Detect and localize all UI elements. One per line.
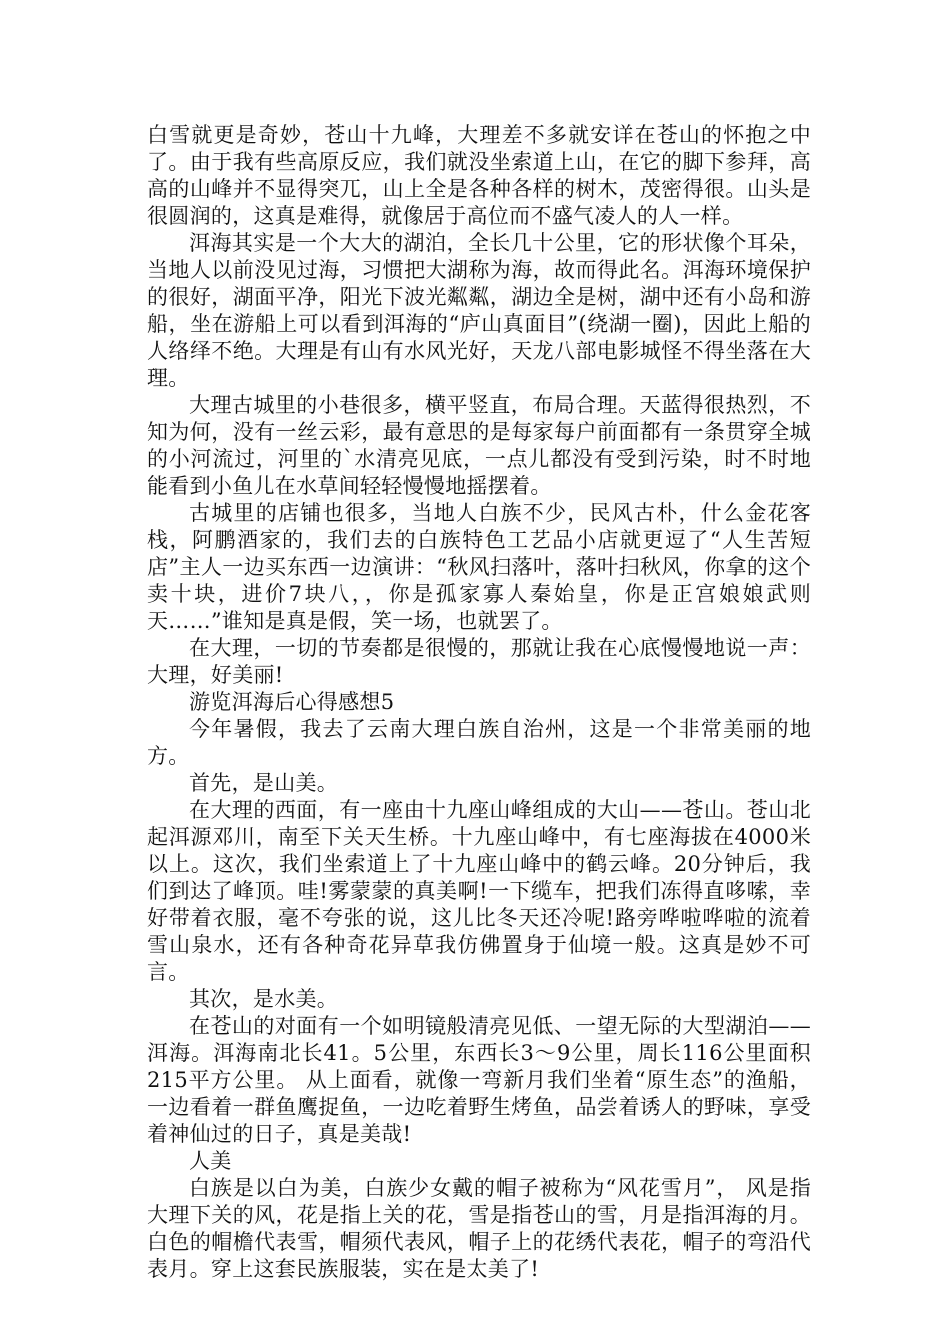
subheading-mountain: 首先，是山美。 (189, 771, 339, 795)
paragraph-snow-mountain: 白雪就更是奇妙，苍山十九峰，大理差不多就安详在苍山的怀抱之中了。由于我有些高原反应，我们就没坐索道上山，在它的脚下参拜，高高的山峰并不显得突兀，山上全是各种各样的树木，茂密得很。山头是很圆润的，这真是难得，就像居于高位而不盛气凌人的人一样。 (147, 123, 811, 228)
paragraph-slow-pace: 在大理，一切的节奏都是很慢的，那就让我在心底慢慢地说一声：大理，好美丽! (147, 636, 811, 687)
paragraph-erhai-lake: 洱海其实是一个大大的湖泊，全长几十公里，它的形状像个耳朵，当地人以前没见过海，习惯把大湖称为海，故而得此名。洱海环境保护的很好，湖面平净，阳光下波光粼粼，湖边全是树，湖中还有小岛和游船，坐在游船上可以看到洱海的“庐山真面目”(绕湖一圈)，因此上船的人络绎不绝。大理是有山有水风光好，天龙八部电影城怪不得坐落在大理。 (147, 231, 811, 390)
paragraph-bai-people: 白族是以白为美，白族少女戴的帽子被称为“风花雪月”， 风是指大理下关的风，花是指上关的花，雪是指苍山的雪，月是指洱海的月。白色的帽檐代表雪，帽须代表风，帽子上的花绣代表花，帽子的弯沿代表月。穿上这套民族服装，实在是太美了! (147, 1176, 811, 1281)
document-body (147, 122, 811, 1283)
paragraph-old-town-lanes: 大理古城里的小巷很多，横平竖直，布局合理。天蓝得很热烈，不知为何，没有一丝云彩，最有意思的是每家每户前面都有一条贯穿全城的小河流过，河里的`水清亮见底，一点儿都没有受到污染，时不时地能看到小鱼儿在水草间轻轻慢慢地摇摆着。 (147, 393, 811, 498)
paragraph-erhai-water: 在苍山的对面有一个如明镜般清亮见低、一望无际的大型湖泊——洱海。洱海南北长41。5公里，东西长3～9公里，周长116公里面积215平方公里。 从上面看，就像一弯新月我们坐着“原生态”的渔船，一边看着一群鱼鹰捉鱼，一边吃着野生烤鱼，品尝着诱人的野味，享受着神仙过的日子，真是美哉! (147, 1014, 811, 1146)
paragraph-summer-trip: 今年暑假，我去了云南大理白族自治州，这是一个非常美丽的地方。 (147, 717, 811, 768)
subheading-water: 其次，是水美。 (189, 987, 339, 1011)
paragraph-old-town-shops: 古城里的店铺也很多，当地人白族不少，民风古朴，什么金花客栈，阿鹏酒家的，我们去的白族特色工艺品小店就更逗了“人生苦短店”主人一边买东西一边演讲：“秋风扫落叶，落叶扫秋风，你拿的这个卖十块，进价7块八，，你是孤家寡人秦始皇，你是正宫娘娘武则天……”谁知是真是假，笑一场，也就罢了。 (147, 501, 811, 633)
paragraph-cangshan: 在大理的西面，有一座由十九座山峰组成的大山——苍山。苍山北起洱源邓川，南至下关天生桥。十九座山峰中，有七座海拔在4000米以上。这次，我们坐索道上了十九座山峰中的鹤云峰。20分钟后，我们到达了峰顶。哇!雾蒙蒙的真美啊!一下缆车，把我们冻得直哆嗦，幸好带着衣服，毫不夸张的说，这儿比冬天还冷呢!路旁哗啦哗啦的流着雪山泉水，还有各种奇花异草我仿佛置身于仙境一般。这真是妙不可言。 (147, 798, 811, 984)
subheading-people: 人美 (189, 1149, 232, 1173)
section-heading: 游览洱海后心得感想5 (189, 690, 395, 714)
